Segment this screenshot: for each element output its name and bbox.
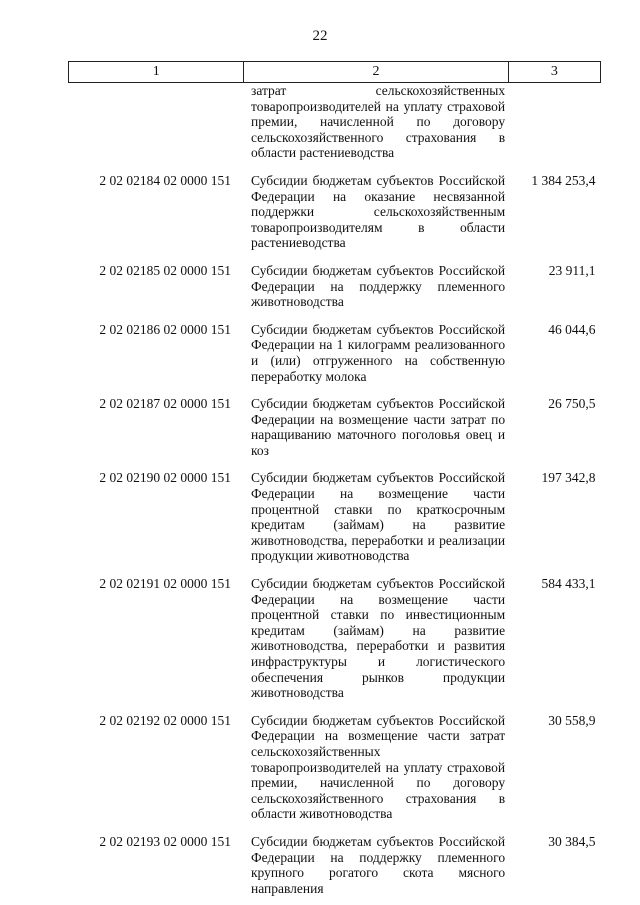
continuation-row: [69, 83, 601, 161]
row-amount: 1 384 253,4: [531, 172, 596, 188]
table-row: [69, 263, 601, 310]
row-description: Субсидии бюджетам субъектов Российской Федерации на поддержку племенного крупного рогатого скота мясного направления: [250, 833, 506, 896]
row-amount: 26 750,5: [548, 396, 596, 412]
row-description: Субсидии бюджетам субъектов Российской Федерации на возмещение части затрат сельскохозяйственных товаропроизводителей на уплату страховой премии, начисленной по договору сельскохозяйственного страхования в области животноводства: [250, 712, 506, 822]
row-description: Субсидии бюджетам субъектов Российской Федерации на оказание несвязанной поддержки сельскохозяйственным товаропроизводителям в области растениеводства: [250, 172, 506, 251]
row-description: Субсидии бюджетам субъектов Российской Федерации на возмещение части процентной ставки по краткосрочным кредитам (займам) на развитие животноводства, переработки и реализации продукции животноводства: [250, 470, 506, 564]
budget-table: [68, 61, 601, 896]
column-header-2: 2: [244, 62, 508, 83]
row-amount: 197 342,8: [541, 470, 596, 486]
row-description: Субсидии бюджетам субъектов Российской Федерации на возмещение части процентной ставки по инвестиционным кредитам (займам) на развитие животноводства, переработки и развития инфраструктуры и логистического обеспечения рынков продукции животноводства: [250, 576, 506, 701]
row-code: 2 02 02186 02 0000 151: [99, 321, 231, 337]
column-header-3: 3: [508, 62, 600, 83]
row-amount: 30 384,5: [548, 833, 596, 849]
table-row: [69, 834, 601, 896]
row-description: Субсидии бюджетам субъектов Российской Федерации на 1 килограмм реализованного и (или) отгруженного на собственную переработку молока: [250, 321, 506, 384]
row-code: 2 02 02193 02 0000 151: [99, 833, 231, 849]
table-row: [69, 322, 601, 384]
row-code: 2 02 02184 02 0000 151: [99, 172, 231, 188]
page-number: 22: [312, 28, 328, 44]
table-header-row: [69, 62, 601, 83]
table-row: [69, 470, 601, 564]
row-amount: 23 911,1: [548, 262, 596, 278]
column-header-1: 1: [69, 62, 244, 83]
continuation-text: затрат сельскохозяйственных товаропроизводителей на уплату страховой премии, начисленной по договору сельскохозяйственного страхования в области растениеводства: [250, 83, 506, 161]
table-row: [69, 713, 601, 822]
row-code: 2 02 02187 02 0000 151: [99, 396, 231, 412]
table-row: [69, 396, 601, 458]
row-amount: 584 433,1: [541, 576, 596, 592]
row-amount: 46 044,6: [548, 321, 596, 337]
row-code: 2 02 02185 02 0000 151: [99, 262, 231, 278]
row-code: 2 02 02190 02 0000 151: [99, 470, 231, 486]
table-row: [69, 576, 601, 701]
row-description: Субсидии бюджетам субъектов Российской Федерации на поддержку племенного животноводства: [250, 262, 506, 310]
row-description: Субсидии бюджетам субъектов Российской Федерации на возмещение части затрат по наращиванию маточного поголовья овец и коз: [250, 396, 506, 458]
row-code: 2 02 02192 02 0000 151: [99, 712, 231, 728]
row-amount: 30 558,9: [548, 712, 596, 728]
table-row: [69, 173, 601, 251]
row-code: 2 02 02191 02 0000 151: [99, 576, 231, 592]
